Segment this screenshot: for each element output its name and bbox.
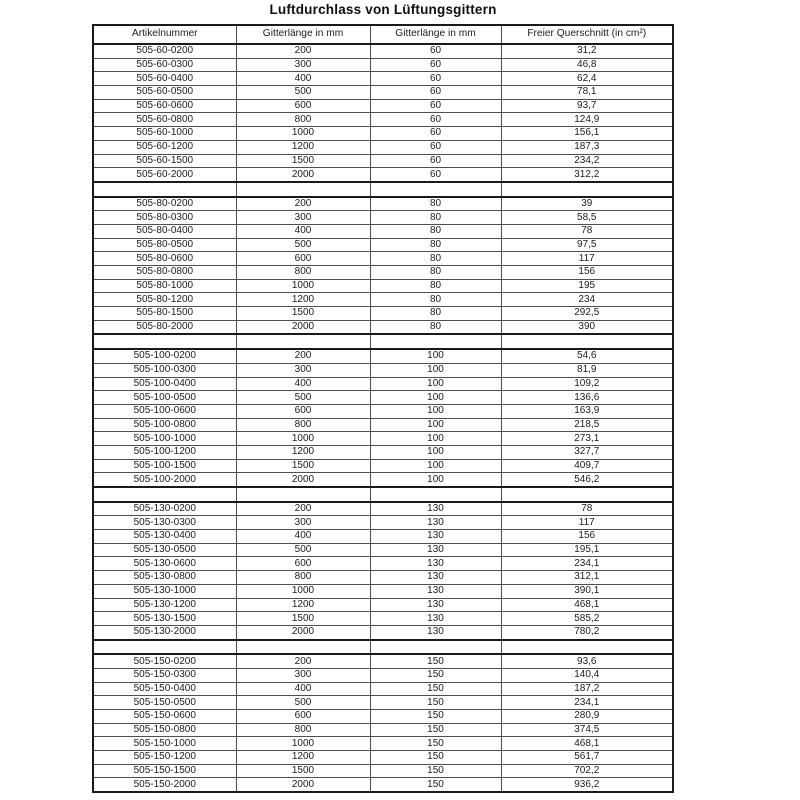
table-cell: 2000 <box>236 320 370 334</box>
group-separator-cell <box>236 640 370 655</box>
group-separator-cell <box>370 334 501 349</box>
table-cell: 300 <box>236 58 370 72</box>
table-cell: 505-100-0800 <box>93 418 236 432</box>
table-cell: 505-100-0200 <box>93 349 236 363</box>
table-cell: 150 <box>370 764 501 778</box>
table-cell: 1500 <box>236 612 370 626</box>
group-separator-cell <box>370 640 501 655</box>
table-cell: 130 <box>370 598 501 612</box>
table-cell: 327,7 <box>501 445 673 459</box>
table-row <box>93 737 673 751</box>
table-cell: 800 <box>236 723 370 737</box>
table-cell: 505-150-1000 <box>93 737 236 751</box>
table-row <box>93 349 673 363</box>
table-row <box>93 710 673 724</box>
table-cell: 273,1 <box>501 432 673 446</box>
table-cell: 1500 <box>236 459 370 473</box>
table-row <box>93 557 673 571</box>
table-cell: 1000 <box>236 432 370 446</box>
table-cell: 500 <box>236 696 370 710</box>
table-cell: 505-80-2000 <box>93 320 236 334</box>
table-cell: 234,2 <box>501 154 673 168</box>
table-cell: 130 <box>370 502 501 516</box>
table-cell: 505-150-0300 <box>93 668 236 682</box>
table-row <box>93 584 673 598</box>
table-cell: 130 <box>370 516 501 530</box>
table-row <box>93 723 673 737</box>
table-cell: 150 <box>370 696 501 710</box>
table-cell: 39 <box>501 197 673 211</box>
table-cell: 60 <box>370 113 501 127</box>
table-cell: 505-60-2000 <box>93 168 236 182</box>
table-row <box>93 502 673 516</box>
table-row <box>93 252 673 266</box>
table-cell: 400 <box>236 72 370 86</box>
table-cell: 100 <box>370 349 501 363</box>
table-cell: 800 <box>236 571 370 585</box>
table-cell: 60 <box>370 140 501 154</box>
table-cell: 150 <box>370 654 501 668</box>
table-cell: 80 <box>370 307 501 321</box>
table-cell: 150 <box>370 737 501 751</box>
table-cell: 505-150-0400 <box>93 682 236 696</box>
table-cell: 505-100-0600 <box>93 404 236 418</box>
group-separator-cell <box>93 487 236 502</box>
table-cell: 505-150-0200 <box>93 654 236 668</box>
table-cell: 117 <box>501 252 673 266</box>
group-separator-cell <box>93 334 236 349</box>
group-separator-cell <box>501 487 673 502</box>
table-cell: 505-80-0800 <box>93 266 236 280</box>
table-cell: 80 <box>370 320 501 334</box>
table-row <box>93 764 673 778</box>
table-cell: 2000 <box>236 473 370 487</box>
table-cell: 156 <box>501 266 673 280</box>
group-separator-row <box>93 182 673 197</box>
table-cell: 156 <box>501 530 673 544</box>
table-cell: 100 <box>370 459 501 473</box>
table-row <box>93 58 673 72</box>
table-cell: 500 <box>236 86 370 100</box>
table-cell: 46,8 <box>501 58 673 72</box>
table-row <box>93 571 673 585</box>
table-cell: 505-100-1200 <box>93 445 236 459</box>
table-row <box>93 44 673 58</box>
table-cell: 292,5 <box>501 307 673 321</box>
table-cell: 1200 <box>236 445 370 459</box>
table-row <box>93 293 673 307</box>
table-cell: 300 <box>236 363 370 377</box>
table-cell: 109,2 <box>501 377 673 391</box>
table-row <box>93 516 673 530</box>
table-cell: 60 <box>370 58 501 72</box>
table-cell: 234,1 <box>501 557 673 571</box>
table-cell: 702,2 <box>501 764 673 778</box>
table-cell: 390,1 <box>501 584 673 598</box>
table-cell: 130 <box>370 625 501 639</box>
table-row <box>93 127 673 141</box>
table-row <box>93 598 673 612</box>
table-cell: 505-130-0500 <box>93 543 236 557</box>
table-cell: 505-80-0300 <box>93 211 236 225</box>
table-cell: 505-60-0600 <box>93 99 236 113</box>
table-cell: 505-130-0200 <box>93 502 236 516</box>
table-cell: 800 <box>236 418 370 432</box>
table-cell: 390 <box>501 320 673 334</box>
table-cell: 1000 <box>236 584 370 598</box>
group-separator-cell <box>236 182 370 197</box>
table-cell: 300 <box>236 211 370 225</box>
table-cell: 124,9 <box>501 113 673 127</box>
table-row <box>93 211 673 225</box>
group-separator-cell <box>501 182 673 197</box>
table-row <box>93 654 673 668</box>
table-row <box>93 197 673 211</box>
table-cell: 150 <box>370 682 501 696</box>
table-cell: 505-130-0800 <box>93 571 236 585</box>
table-cell: 100 <box>370 432 501 446</box>
table-cell: 600 <box>236 710 370 724</box>
table-cell: 505-150-0500 <box>93 696 236 710</box>
table-row <box>93 113 673 127</box>
table-row <box>93 682 673 696</box>
table-cell: 600 <box>236 557 370 571</box>
table-cell: 80 <box>370 224 501 238</box>
group-separator-cell <box>370 182 501 197</box>
table-cell: 80 <box>370 211 501 225</box>
table-cell: 409,7 <box>501 459 673 473</box>
table-row <box>93 224 673 238</box>
table-cell: 561,7 <box>501 751 673 765</box>
table-cell: 505-80-1000 <box>93 279 236 293</box>
table-cell: 505-130-1000 <box>93 584 236 598</box>
table-cell: 100 <box>370 404 501 418</box>
table-cell: 505-60-0500 <box>93 86 236 100</box>
table-cell: 505-60-1000 <box>93 127 236 141</box>
table-cell: 312,1 <box>501 571 673 585</box>
table-cell: 195,1 <box>501 543 673 557</box>
table-cell: 1500 <box>236 307 370 321</box>
table-cell: 505-130-1500 <box>93 612 236 626</box>
col-header-gitterlaenge-1: Gitterlänge in mm <box>236 25 370 44</box>
group-separator-cell <box>501 334 673 349</box>
table-cell: 600 <box>236 404 370 418</box>
table-cell: 505-100-2000 <box>93 473 236 487</box>
table-cell: 505-150-1500 <box>93 764 236 778</box>
table-cell: 80 <box>370 279 501 293</box>
table-row <box>93 86 673 100</box>
table-cell: 80 <box>370 238 501 252</box>
table-cell: 400 <box>236 530 370 544</box>
table-row <box>93 266 673 280</box>
table-cell: 93,6 <box>501 654 673 668</box>
table-row <box>93 363 673 377</box>
table-cell: 1500 <box>236 764 370 778</box>
table-cell: 1000 <box>236 127 370 141</box>
table-cell: 505-80-1500 <box>93 307 236 321</box>
table-cell: 200 <box>236 349 370 363</box>
table-cell: 97,5 <box>501 238 673 252</box>
group-separator-row <box>93 640 673 655</box>
table-cell: 100 <box>370 391 501 405</box>
table-cell: 218,5 <box>501 418 673 432</box>
table-cell: 1500 <box>236 154 370 168</box>
col-header-artikelnummer: Artikelnummer <box>93 25 236 44</box>
table-cell: 468,1 <box>501 737 673 751</box>
table-cell: 54,6 <box>501 349 673 363</box>
table-cell: 505-100-1000 <box>93 432 236 446</box>
table-row <box>93 404 673 418</box>
group-separator-cell <box>93 640 236 655</box>
table-cell: 936,2 <box>501 778 673 792</box>
table-cell: 117 <box>501 516 673 530</box>
table-cell: 505-100-0500 <box>93 391 236 405</box>
table-cell: 60 <box>370 154 501 168</box>
table-cell: 505-150-1200 <box>93 751 236 765</box>
table-cell: 505-130-2000 <box>93 625 236 639</box>
table-cell: 130 <box>370 571 501 585</box>
col-header-freier-querschnitt: Freier Querschnitt (in cm²) <box>501 25 673 44</box>
table-cell: 1200 <box>236 598 370 612</box>
table-cell: 374,5 <box>501 723 673 737</box>
table-cell: 100 <box>370 418 501 432</box>
table-cell: 400 <box>236 682 370 696</box>
table-row <box>93 625 673 639</box>
table-cell: 81,9 <box>501 363 673 377</box>
table-cell: 200 <box>236 197 370 211</box>
table-cell: 600 <box>236 252 370 266</box>
table-cell: 234 <box>501 293 673 307</box>
table-cell: 60 <box>370 72 501 86</box>
table-cell: 156,1 <box>501 127 673 141</box>
table-cell: 500 <box>236 238 370 252</box>
table-row <box>93 473 673 487</box>
table-cell: 200 <box>236 654 370 668</box>
table-cell: 505-80-0400 <box>93 224 236 238</box>
table-cell: 130 <box>370 543 501 557</box>
table-row <box>93 445 673 459</box>
table-row <box>93 696 673 710</box>
group-separator-row <box>93 334 673 349</box>
table-cell: 2000 <box>236 168 370 182</box>
table-cell: 195 <box>501 279 673 293</box>
table-cell: 1200 <box>236 140 370 154</box>
table-cell: 80 <box>370 266 501 280</box>
group-separator-cell <box>236 487 370 502</box>
table-cell: 187,2 <box>501 682 673 696</box>
table-header-row <box>93 25 673 44</box>
table-cell: 505-130-1200 <box>93 598 236 612</box>
table-cell: 150 <box>370 668 501 682</box>
table-cell: 505-100-0400 <box>93 377 236 391</box>
table-row <box>93 543 673 557</box>
table-cell: 400 <box>236 377 370 391</box>
table-cell: 2000 <box>236 778 370 792</box>
table-row <box>93 377 673 391</box>
table-cell: 130 <box>370 584 501 598</box>
table-cell: 200 <box>236 44 370 58</box>
table-row <box>93 140 673 154</box>
table-cell: 505-60-0300 <box>93 58 236 72</box>
table-cell: 500 <box>236 391 370 405</box>
table-cell: 80 <box>370 252 501 266</box>
table-cell: 150 <box>370 751 501 765</box>
table-cell: 505-80-0200 <box>93 197 236 211</box>
table-cell: 505-60-1500 <box>93 154 236 168</box>
table-cell: 80 <box>370 197 501 211</box>
table-cell: 150 <box>370 710 501 724</box>
table-body <box>93 44 673 792</box>
table-cell: 100 <box>370 473 501 487</box>
table-row <box>93 168 673 182</box>
table-cell: 1000 <box>236 279 370 293</box>
table-cell: 60 <box>370 168 501 182</box>
ventilation-grille-table <box>92 24 674 793</box>
table-cell: 60 <box>370 127 501 141</box>
table-cell: 780,2 <box>501 625 673 639</box>
table-cell: 234,1 <box>501 696 673 710</box>
table-cell: 2000 <box>236 625 370 639</box>
table-cell: 60 <box>370 44 501 58</box>
table-cell: 505-80-0600 <box>93 252 236 266</box>
table-cell: 312,2 <box>501 168 673 182</box>
table-cell: 1000 <box>236 737 370 751</box>
group-separator-cell <box>501 640 673 655</box>
table-row <box>93 612 673 626</box>
table-cell: 800 <box>236 266 370 280</box>
table-row <box>93 668 673 682</box>
table-cell: 130 <box>370 530 501 544</box>
table-row <box>93 238 673 252</box>
table-cell: 800 <box>236 113 370 127</box>
table-cell: 500 <box>236 543 370 557</box>
table-cell: 93,7 <box>501 99 673 113</box>
table-row <box>93 391 673 405</box>
table-cell: 505-150-2000 <box>93 778 236 792</box>
document-page <box>92 2 674 793</box>
table-cell: 505-130-0600 <box>93 557 236 571</box>
page-title: Luftdurchlass von Lüftungsgittern <box>269 2 497 17</box>
table-row <box>93 418 673 432</box>
table-cell: 78,1 <box>501 86 673 100</box>
table-cell: 505-150-0800 <box>93 723 236 737</box>
table-cell: 468,1 <box>501 598 673 612</box>
table-cell: 58,5 <box>501 211 673 225</box>
table-row <box>93 432 673 446</box>
table-cell: 150 <box>370 723 501 737</box>
table-cell: 78 <box>501 502 673 516</box>
table-cell: 130 <box>370 557 501 571</box>
table-cell: 163,9 <box>501 404 673 418</box>
table-cell: 400 <box>236 224 370 238</box>
table-cell: 585,2 <box>501 612 673 626</box>
table-row <box>93 530 673 544</box>
table-cell: 187,3 <box>501 140 673 154</box>
table-row <box>93 154 673 168</box>
table-cell: 100 <box>370 445 501 459</box>
table-cell: 505-100-0300 <box>93 363 236 377</box>
table-cell: 1200 <box>236 293 370 307</box>
group-separator-cell <box>236 334 370 349</box>
table-cell: 505-130-0400 <box>93 530 236 544</box>
group-separator-cell <box>370 487 501 502</box>
table-cell: 130 <box>370 612 501 626</box>
table-cell: 1200 <box>236 751 370 765</box>
table-row <box>93 307 673 321</box>
table-row <box>93 459 673 473</box>
table-cell: 505-100-1500 <box>93 459 236 473</box>
table-cell: 60 <box>370 86 501 100</box>
table-cell: 300 <box>236 516 370 530</box>
table-cell: 280,9 <box>501 710 673 724</box>
table-cell: 60 <box>370 99 501 113</box>
table-cell: 31,2 <box>501 44 673 58</box>
table-row <box>93 778 673 792</box>
table-cell: 300 <box>236 668 370 682</box>
table-cell: 505-80-0500 <box>93 238 236 252</box>
table-cell: 505-60-0200 <box>93 44 236 58</box>
table-cell: 600 <box>236 99 370 113</box>
table-cell: 150 <box>370 778 501 792</box>
table-cell: 505-80-1200 <box>93 293 236 307</box>
group-separator-cell <box>93 182 236 197</box>
table-row <box>93 751 673 765</box>
table-row <box>93 72 673 86</box>
table-row <box>93 320 673 334</box>
table-cell: 100 <box>370 377 501 391</box>
table-cell: 140,4 <box>501 668 673 682</box>
table-row <box>93 279 673 293</box>
table-cell: 546,2 <box>501 473 673 487</box>
group-separator-row <box>93 487 673 502</box>
table-cell: 136,6 <box>501 391 673 405</box>
table-cell: 505-130-0300 <box>93 516 236 530</box>
table-cell: 505-60-1200 <box>93 140 236 154</box>
table-cell: 200 <box>236 502 370 516</box>
table-cell: 100 <box>370 363 501 377</box>
table-cell: 505-60-0400 <box>93 72 236 86</box>
table-cell: 80 <box>370 293 501 307</box>
col-header-gitterlaenge-2: Gitterlänge in mm <box>370 25 501 44</box>
table-cell: 62,4 <box>501 72 673 86</box>
table-cell: 78 <box>501 224 673 238</box>
table-cell: 505-60-0800 <box>93 113 236 127</box>
table-cell: 505-150-0600 <box>93 710 236 724</box>
table-row <box>93 99 673 113</box>
